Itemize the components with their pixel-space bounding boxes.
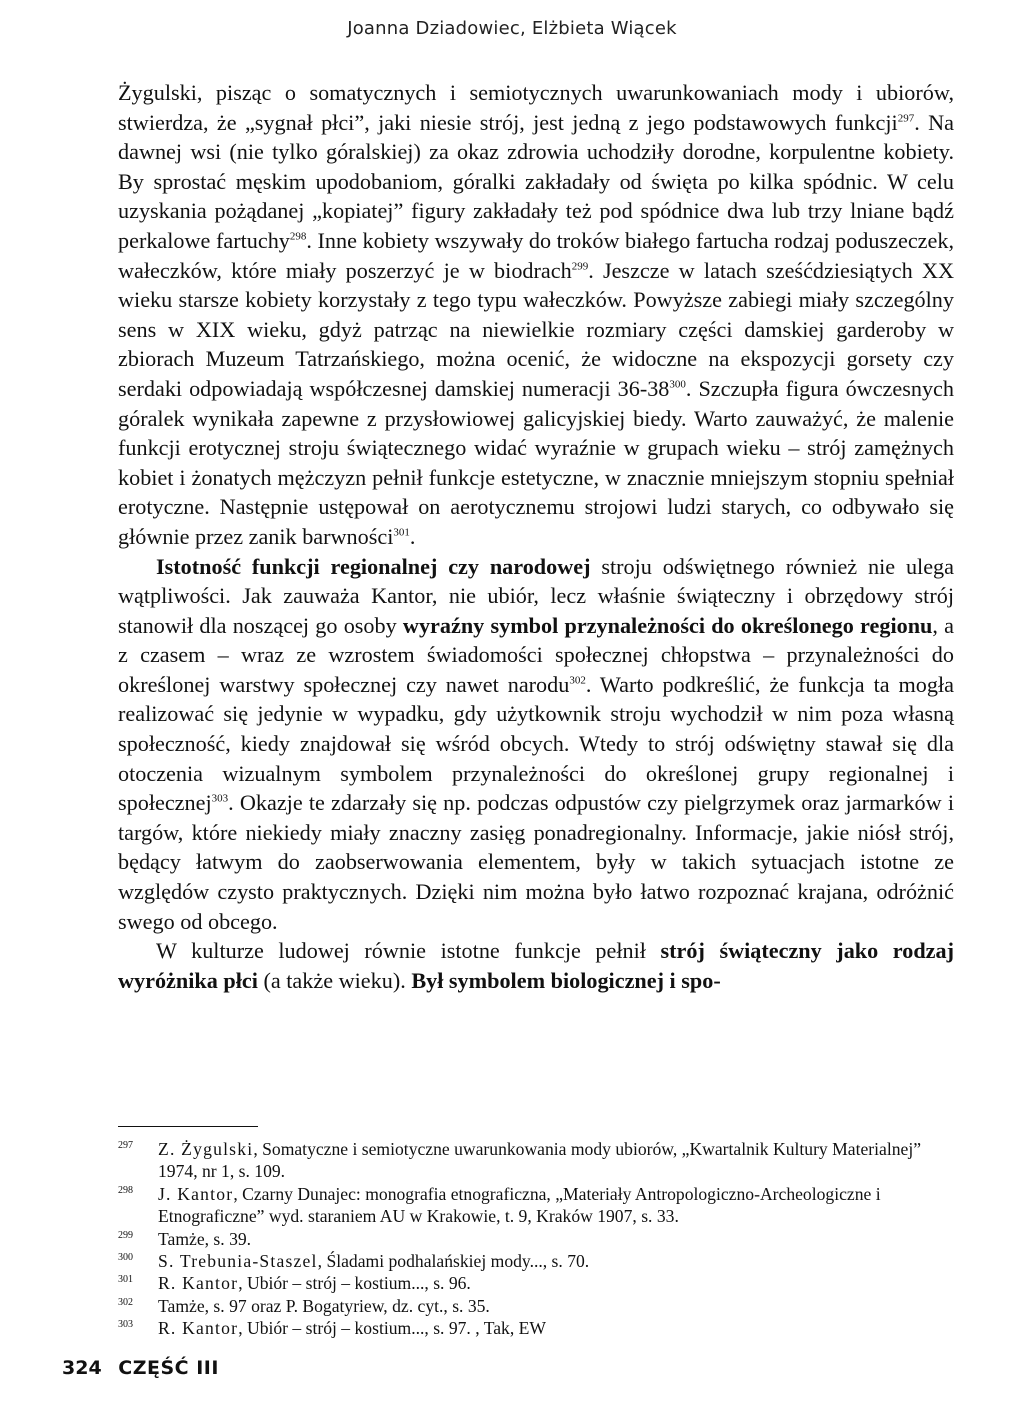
bold-text: Istotność funkcji regionalnej czy narodowej	[156, 553, 591, 579]
footnote-text: Tamże, s. 97 oraz P. Bogatyriew, dz. cyt., s. 35.	[158, 1295, 490, 1316]
footnote-number: 297	[118, 1140, 133, 1151]
footnote-number: 303	[118, 1319, 133, 1331]
footnote-ref: 302	[569, 674, 586, 687]
bold-text: wyraźny symbol przynależności do określonego regionu	[402, 612, 933, 638]
footnote-author: J. Kantor	[158, 1183, 234, 1204]
footnote-ref: 299	[571, 260, 589, 273]
footnote	[118, 1183, 954, 1228]
footnote	[118, 1228, 954, 1250]
page-footer	[62, 1357, 219, 1379]
text-run: . Szczupła figura ówczesnych góralek wynikała zapewne z przysłowiowej galicyjskiej biedy. Warto zauważyć, że malenie funkcji erotycznej stroju świątecznego widać wyraźnie w grupach wieku – strój zamężnych kobiet i żonatych mężczyzn pełnił funkcje estetyczne, w znacznie mniejszym stopniu spełniał erotyczne. Następnie ustępował on aerotycznemu strojowi ludzi starych, co odbywało się głównie przez zanik barwności	[118, 375, 954, 549]
footnote-text: , Somatyczne i semiotyczne uwarunkowania mody ubiorów, „Kwartalnik Kultury Materialnej” 1974, nr 1, s. 109.	[158, 1139, 922, 1182]
footnote-number: 299	[118, 1229, 133, 1241]
footnote-number: 298	[118, 1184, 133, 1196]
footnote-text: , Czarny Dunajec: monografia etnograficzna, „Materiały Antropologiczno-Archeologiczne i Etnograficzne” wyd. staraniem AU w Krakowie, t. 9, Kraków 1907, s. 33.	[158, 1183, 881, 1227]
footnote-ref: 298	[289, 230, 307, 243]
text-run: . Na dawnej wsi (nie tylko góralskiej) za okaz zdrowia uchodziły dorodne, korpulentne kobiety. By sprostać męskim upodobaniom, góralki zakładały od święta po kilka spódnic. W celu uzyskania pożądanej „kopiatej” figury zakładały też pod spódnice dwa lub trzy lniane bądź perkalowe fartuchy	[118, 109, 954, 253]
page-number: 324	[62, 1357, 102, 1379]
paragraph-1	[118, 78, 954, 552]
footnote-ref: 297	[897, 112, 915, 125]
bold-text: Był symbolem biologicznej i spo-	[411, 967, 721, 993]
footnote-separator	[118, 1126, 258, 1127]
running-header: Joanna Dziadowiec, Elżbieta Wiącek	[347, 18, 677, 39]
footnote-ref: 303	[211, 792, 229, 805]
footnote-text: Tamże, s. 39.	[158, 1228, 252, 1249]
footnote	[118, 1250, 954, 1272]
text-run: W kulturze ludowej równie istotne funkcje pełnił	[156, 938, 661, 964]
text-run: . Warto podkreślić, że funkcja ta mogła realizować się jedynie w wypadku, gdy użytkownik stroju wychodził w nim poza własną społeczność, kiedy znajdował się wśród obcych. Wtedy to strój odświętny stawał się dla otoczenia wizualnym symbolem przynależności do określonej grupy regionalnej i społecznej	[118, 671, 954, 816]
bold-text: strój świąteczny jako rodzaj wyróżnika płci	[118, 938, 954, 993]
footnote-text: , Śladami podhalańskiej mody..., s. 70.	[317, 1251, 590, 1272]
text-run: . Inne kobiety wszywały do troków białego fartucha rodzaj poduszeczek, wałeczków, które miały poszerzyć je w biodrach	[118, 227, 954, 283]
footnote-number: 300	[118, 1252, 133, 1264]
text-run: , a z czasem – wraz ze wzrostem świadomości społecznej chłopstwa – przynależności do określonej warstwy społecznej czy nawet narodu	[118, 612, 954, 697]
footnotes	[118, 1138, 954, 1340]
footnote-ref: 301	[393, 526, 410, 539]
footnote-text: , Ubiór – strój – kostium..., s. 96.	[238, 1273, 471, 1294]
text-run: . Jeszcze w latach sześćdziesiątych XX wieku starsze kobiety korzystały z tego typu wałeczków. Powyższe zabiegi miały szczególny sens w XIX wieku, gdyż patrząc na niewielkie rozmiary części damskiej garderoby w zbiorach Muzeum Tatrzańskiego, można ocenić, że widoczne na ekspozycji gorsety czy serdaki odpowiadają współczesnej damskiej numeracji 36-38	[118, 257, 954, 401]
footnote	[118, 1317, 954, 1339]
footnote-text: , Ubiór – strój – kostium..., s. 97. , Tak, EW	[238, 1318, 546, 1339]
paragraph-3	[118, 936, 954, 995]
footnote-ref: 300	[669, 378, 686, 391]
footnote-author: R. Kantor	[158, 1273, 239, 1294]
footnote-author: S. Trebunia-Staszel	[158, 1251, 318, 1272]
main-text	[118, 78, 954, 995]
text-run: Żygulski, pisząc o somatycznych i semiotycznych uwarunkowaniach mody i ubiorów, stwierdza, że „sygnał płci”, jaki niesie strój, jest jedną z jego podstawowych funkcji	[118, 80, 954, 135]
text-run: (a także wieku).	[257, 967, 412, 993]
footnote-author: R. Kantor	[158, 1318, 239, 1339]
part-label: CZĘŚĆ III	[118, 1357, 219, 1379]
paragraph-2	[118, 552, 954, 937]
footnote-number: 302	[118, 1296, 133, 1308]
text-run: stroju odświętnego również nie ulega wątpliwości. Jak zauważa Kantor, nie ubiór, lecz właśnie świąteczny i obrzędowy strój stanowił dla noszącej go osoby	[118, 553, 954, 638]
text-run: . Okazje te zdarzały się np. podczas odpustów czy pielgrzymek oraz jarmarków i targów, które niekiedy miały znaczny zasięg ponadregionalny. Informacje, jakie niósł strój, będący łatwym do zaobserwowania elementem, były w takich sytuacjach istotne ze względów czysto praktycznych. Dzięki nim można było łatwo rozpoznać krajana, odróżnić swego od obcego.	[118, 790, 954, 934]
footnote-number: 301	[118, 1274, 133, 1286]
footnote	[118, 1272, 954, 1294]
footnote	[118, 1138, 954, 1183]
footnote	[118, 1295, 954, 1317]
footnote-author: Z. Żygulski	[158, 1139, 254, 1159]
text-run: .	[409, 523, 416, 549]
